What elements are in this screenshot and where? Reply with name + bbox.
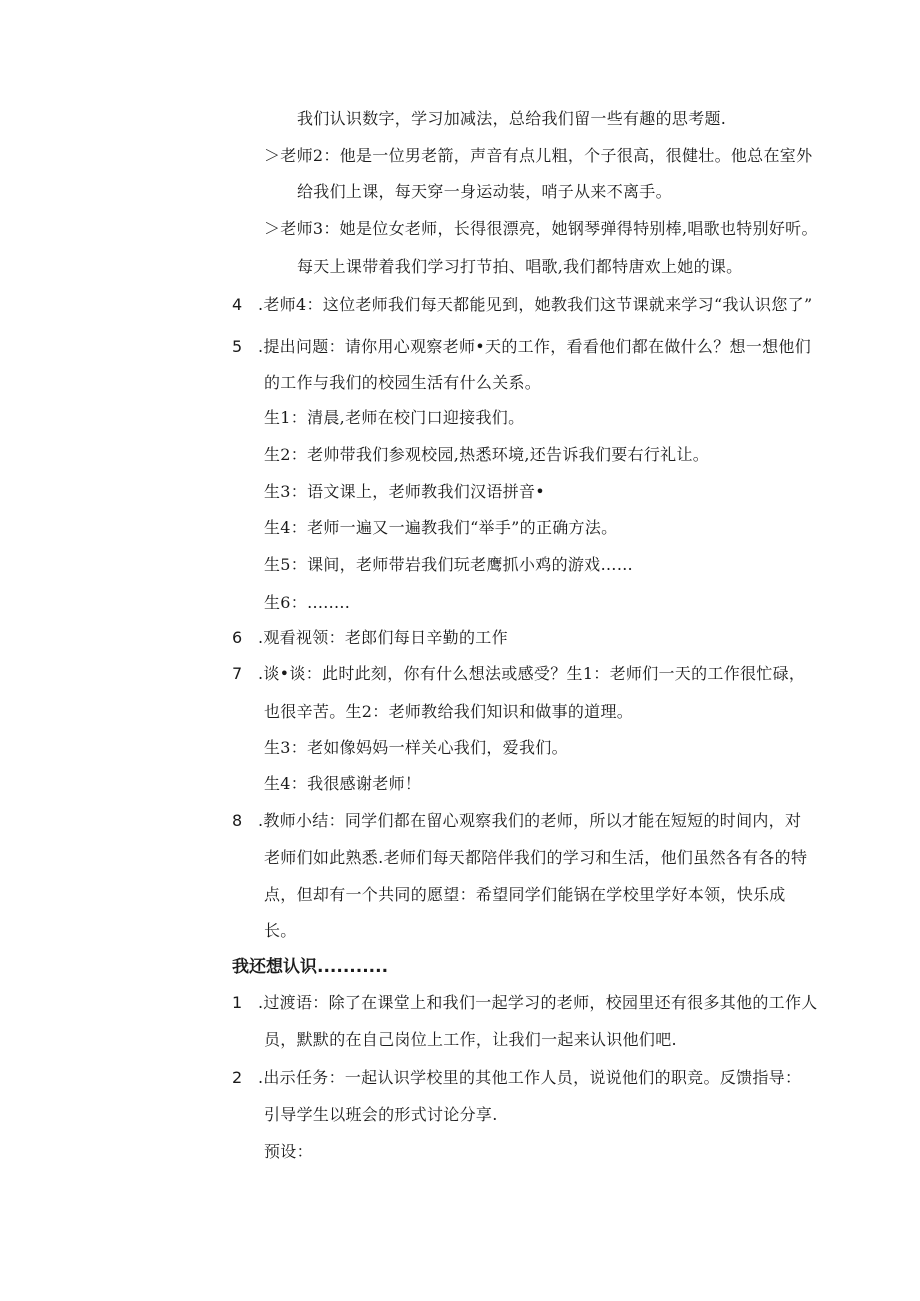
text-line: 生3：语文课上，老师教我们汉语拼音• — [264, 482, 546, 501]
text-line: 的工作与我们的校园生活有什么关系。 — [264, 373, 542, 392]
text-line: 生2：老帅带我们参观校园,热悉环境,还告诉我们要右行礼让。 — [264, 445, 710, 464]
text-line: 生1：清晨,老师在校门口迎接我们。 — [264, 408, 525, 427]
text-line: .老师4：这位老师我们每天都能见到，她教我们这节课就来学习“我认识您了” — [258, 295, 813, 314]
text-line: .教师小结：同学们都在留心观察我们的老师，所以才能在短短的时间内，对 — [258, 811, 802, 830]
list-number: 7 — [232, 664, 243, 683]
text-line: .谈•谈：此时此刻，你有什么想法或感受？生1：老师们一天的工作很忙碌， — [258, 664, 806, 683]
list-number: 6 — [232, 628, 243, 647]
text-line: .观看视领：老郎们每日辛勤的工作 — [258, 628, 508, 647]
text-line: ＞老师3：她是位女老师，长得很漂亮，她钢琴弹得特别棒,唱歌也特别好听。 — [264, 219, 818, 238]
text-line: 老师们如此熟悉.老师们每天都陪伴我们的学习和生活，他们虽然各有各的特 — [264, 848, 808, 867]
text-line: 员，默默的在自己岗位上工作，让我们一起来认识他们吧. — [264, 1030, 677, 1049]
text-line: 也很辛苦。生2：老师教给我们知识和做事的道理。 — [264, 702, 634, 721]
text-line: 每天上课带着我们学习打节拍、唱歌,我们都特唐欢上她的课。 — [297, 257, 743, 276]
text-line: 我们认识数字，学习加减法，总给我们留一些有趣的思考题. — [297, 109, 727, 128]
section-heading: 我还想认识........... — [232, 957, 389, 977]
text-line: 点，但却有一个共同的愿望：希望同学们能锅在学校里学好本领，快乐成 — [264, 885, 786, 904]
text-line: 预设： — [264, 1142, 313, 1161]
text-line: 生3：老如像妈妈一样关心我们，爱我们。 — [264, 738, 568, 757]
text-line: 生5：课间，老师带岩我们玩老鹰抓小鸡的游戏…… — [264, 555, 634, 574]
text-line: 生6：........ — [264, 593, 351, 612]
text-line: 生4：我很感谢老师！ — [264, 774, 422, 793]
text-line: 生4：老师一遍又一遍教我们“举手”的正确方法。 — [264, 518, 618, 537]
list-number: 4 — [232, 295, 243, 314]
text-line: .提出问题：请你用心观察老师•天的工作，看看他们都在做什么？想一想他们 — [258, 337, 812, 356]
list-number: 1 — [232, 993, 243, 1012]
text-line: .出示任务：一起认识学校里的其他工作人员，说说他们的职竞。反馈指导： — [258, 1068, 802, 1087]
text-line: .过渡语：除了在课堂上和我们一起学习的老师，校园里还有很多其他的工作人 — [258, 993, 818, 1012]
list-number: 5 — [232, 337, 243, 356]
list-number: 2 — [232, 1068, 243, 1087]
text-line: 长。 — [264, 921, 297, 940]
list-number: 8 — [232, 811, 243, 830]
text-line: ＞老师2：他是一位男老箭，声音有点儿粗，个子很高，很健壮。他总在室外 — [264, 146, 813, 165]
text-line: 给我们上课，每天穿一身运动装，哨子从来不离手。 — [297, 182, 672, 201]
text-line: 引导学生以班会的形式讨论分享. — [264, 1105, 498, 1124]
